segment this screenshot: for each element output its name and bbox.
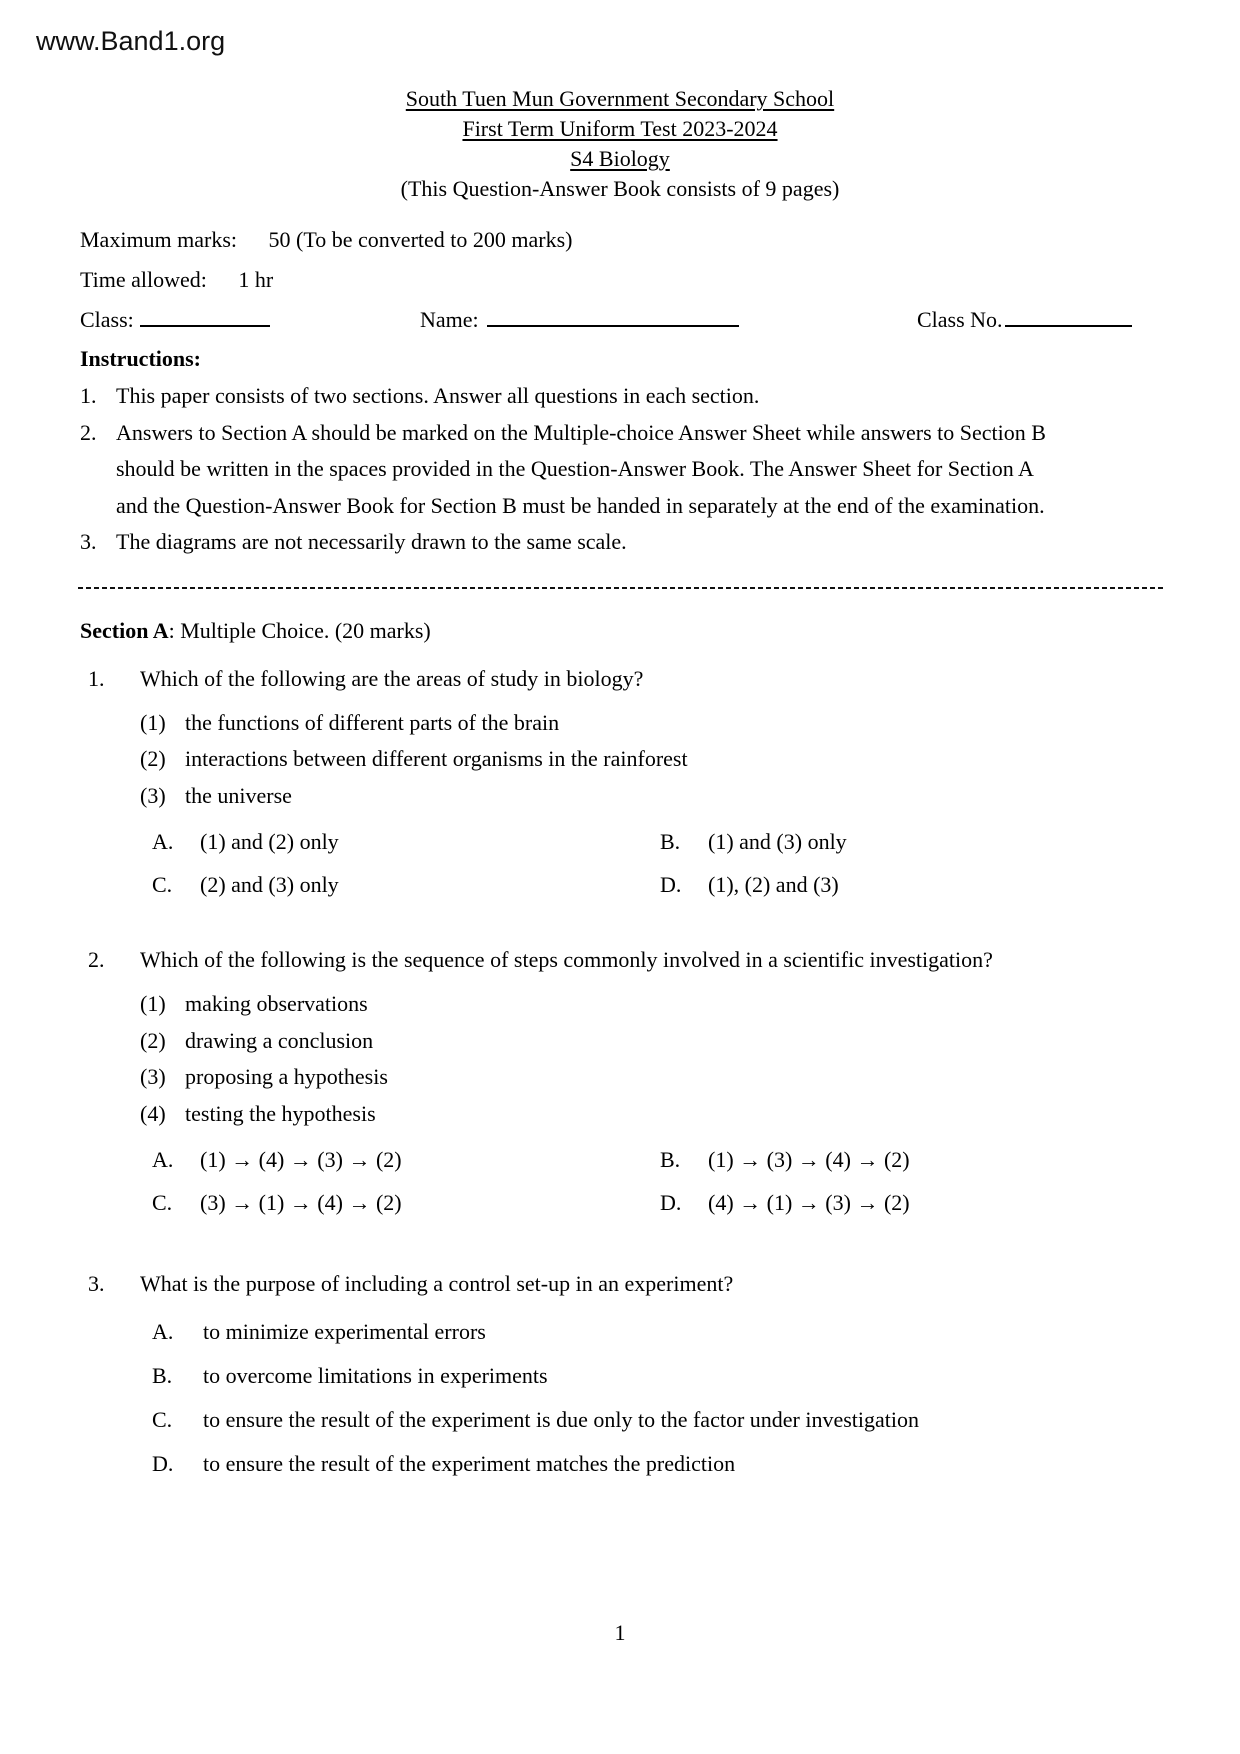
option-text: (1), (2) and (3) — [708, 872, 839, 897]
class-no-blank-line — [1005, 301, 1132, 327]
time-allowed-line — [80, 260, 1240, 300]
option-b — [660, 820, 847, 863]
question-1 — [0, 661, 1240, 907]
subitem-text: making observations — [185, 991, 368, 1016]
subitem-label: (1) — [140, 991, 166, 1016]
question-number: 1. — [88, 665, 105, 691]
class-no-label: Class No. — [917, 307, 1003, 332]
option-text: (1) and (2) only — [200, 829, 339, 854]
subitem-label: (2) — [140, 1027, 166, 1053]
subitem — [140, 1096, 1240, 1133]
option-label: D. — [152, 1451, 174, 1476]
question-number: 3. — [88, 1271, 105, 1296]
question-3 — [0, 1266, 1240, 1486]
option-text: (2) and (3) only — [200, 872, 339, 897]
instruction-item — [80, 415, 1240, 525]
instruction-number: 3. — [80, 529, 97, 554]
subitem — [140, 705, 1240, 742]
option-label: D. — [660, 872, 682, 897]
subitem — [140, 1059, 1240, 1096]
option-c — [152, 863, 660, 906]
options-grid — [152, 1138, 1240, 1224]
instruction-text: Answers to Section A should be marked on the Multiple-choice Answer Sheet while answers to Section B should be written in the spaces provided in the Question-Answer Book. The Answer Sheet for Section A and the Question-Answer Book for Section B must be handed in separately at the end of the examination. — [116, 419, 1046, 518]
class-label: Class: — [80, 307, 134, 332]
section-a-label: Section A — [80, 617, 169, 643]
option-d — [660, 863, 839, 906]
instruction-number: 1. — [80, 383, 97, 408]
class-field — [80, 300, 270, 340]
option-text: (4) → (1) → (3) → (2) — [708, 1190, 910, 1215]
option-b — [660, 1138, 910, 1181]
max-marks-value: 50 (To be converted to 200 marks) — [268, 227, 573, 252]
pages-note: (This Question-Answer Book consists of 9 pages) — [400, 176, 840, 201]
option-c — [152, 1181, 660, 1224]
option-label: B. — [660, 1147, 681, 1172]
watermark-text: www.Band1.org — [36, 26, 226, 56]
exam-title: First Term Uniform Test 2023-2024 — [462, 116, 778, 141]
option-row — [152, 863, 1240, 906]
subitem-label: (2) — [140, 746, 166, 771]
question-head — [88, 1266, 1240, 1302]
option-row — [152, 1181, 1240, 1224]
class-no-field — [917, 300, 1132, 340]
option-text: (1) and (3) only — [708, 829, 847, 854]
max-marks-line — [80, 220, 1240, 260]
subitem-text: the universe — [185, 782, 292, 808]
option-c — [152, 1398, 1240, 1442]
option-text: (1) → (3) → (4) → (2) — [708, 1147, 910, 1172]
option-d — [660, 1181, 910, 1224]
instruction-text: This paper consists of two sections. Answer all questions in each section. — [116, 383, 760, 408]
options-grid — [152, 820, 1240, 906]
student-id-row — [0, 300, 1240, 340]
subitem — [140, 1023, 1240, 1060]
option-text: to ensure the result of the experiment is due only to the factor under investigation — [203, 1407, 920, 1432]
option-label: C. — [152, 1190, 173, 1215]
subitem-label: (1) — [140, 709, 166, 735]
option-label: C. — [152, 872, 173, 897]
subitem — [140, 778, 1240, 815]
option-a — [152, 1310, 1240, 1354]
section-a-heading — [80, 615, 1240, 647]
question-text: What is the purpose of including a control set-up in an experiment? — [140, 1271, 734, 1296]
option-a — [152, 1138, 660, 1181]
question-number: 2. — [88, 947, 105, 972]
option-a — [152, 820, 660, 863]
option-label: A. — [152, 829, 174, 854]
time-allowed-value: 1 hr — [238, 267, 274, 292]
time-allowed-label: Time allowed: — [80, 267, 207, 292]
page-number: 1 — [614, 1620, 626, 1645]
section-a-description: : Multiple Choice. (20 marks) — [168, 617, 431, 643]
question-text: Which of the following is the sequence of steps commonly involved in a scientific investigation? — [140, 947, 993, 972]
option-row — [152, 820, 1240, 863]
option-d — [152, 1442, 1240, 1486]
subitem-text: proposing a hypothesis — [185, 1064, 388, 1089]
option-text: (3) → (1) → (4) → (2) — [200, 1190, 402, 1215]
subitem — [140, 986, 1240, 1023]
exam-info-block — [80, 220, 1240, 300]
option-label: C. — [152, 1407, 173, 1432]
instruction-item — [80, 378, 1240, 415]
option-text: to ensure the result of the experiment matches the prediction — [203, 1451, 736, 1476]
subitem-label: (3) — [140, 1064, 166, 1089]
option-label: D. — [660, 1190, 682, 1215]
name-blank-line — [487, 301, 739, 327]
subitem-text: testing the hypothesis — [185, 1100, 376, 1126]
option-text: to minimize experimental errors — [203, 1319, 486, 1344]
option-text: (1) → (4) → (3) → (2) — [200, 1147, 402, 1172]
school-title: South Tuen Mun Government Secondary School — [405, 86, 835, 111]
subitem-label: (3) — [140, 782, 166, 808]
subitem — [140, 741, 1240, 778]
option-label: B. — [660, 829, 681, 854]
instruction-number: 2. — [80, 419, 97, 445]
subject-title: S4 Biology — [570, 146, 670, 171]
option-label: B. — [152, 1363, 173, 1388]
question-2 — [0, 942, 1240, 1224]
question-text: Which of the following are the areas of study in biology? — [140, 665, 644, 691]
subitem-text: interactions between different organisms in the rainforest — [185, 746, 688, 771]
options-list — [152, 1310, 1240, 1486]
instruction-text: The diagrams are not necessarily drawn to the same scale. — [116, 529, 627, 554]
option-label: A. — [152, 1147, 174, 1172]
option-b — [152, 1354, 1240, 1398]
subitem-text: the functions of different parts of the brain — [185, 709, 560, 735]
option-label: A. — [152, 1319, 174, 1344]
option-row — [152, 1138, 1240, 1181]
question-head — [88, 942, 1240, 978]
dashed-separator — [78, 587, 1166, 589]
instruction-item — [80, 524, 1240, 561]
subitem-text: drawing a conclusion — [185, 1027, 374, 1053]
class-blank-line — [140, 301, 270, 327]
instructions-heading: Instructions: — [80, 346, 202, 371]
name-field — [420, 300, 739, 340]
name-label: Name: — [420, 307, 479, 332]
subitem-label: (4) — [140, 1100, 166, 1126]
option-text: to overcome limitations in experiments — [203, 1363, 548, 1388]
question-head — [88, 661, 1240, 697]
max-marks-label: Maximum marks: — [80, 227, 238, 252]
